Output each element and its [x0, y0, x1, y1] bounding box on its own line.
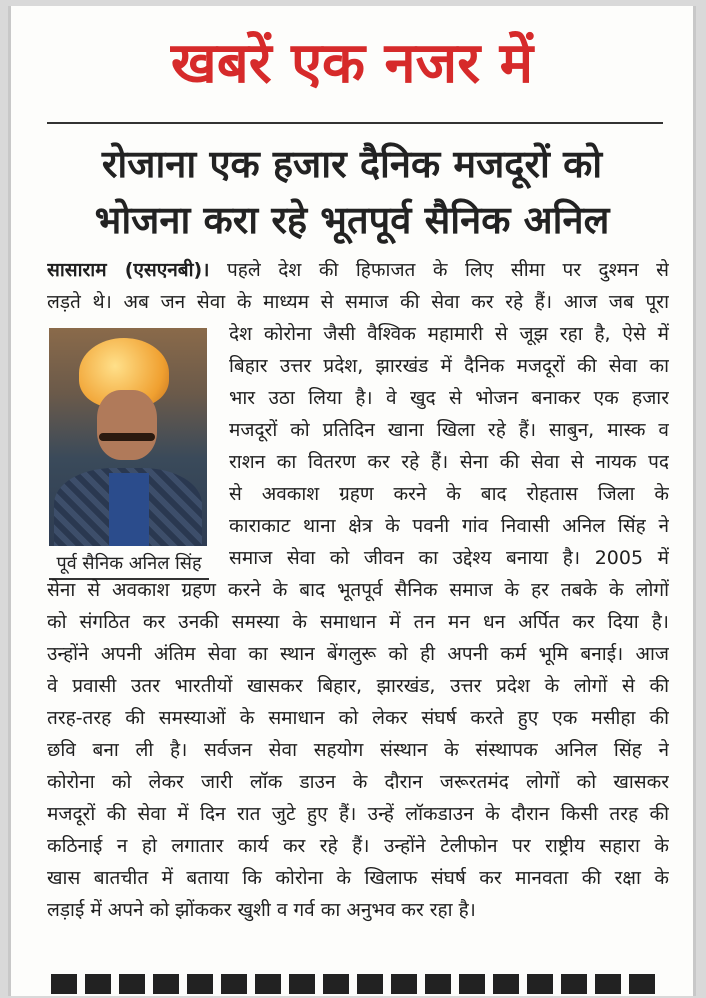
article-line — [229, 350, 669, 382]
article-line-text: तरह-तरह की समस्याओं के समाधान को लेकर संघर्ष करते हुए एक मसीहा की — [47, 707, 669, 729]
article-line — [229, 382, 669, 414]
article-line-text: उन्होंने अपनी अंतिम सेवा का स्थान बेंगलुरू को ही अपनी कर्म भूमि बनाई। आज — [47, 643, 669, 665]
article-line-text: समाज सेवा को जीवन का उद्देश्य बनाया है। 2005 में — [229, 547, 669, 569]
article-line — [229, 542, 669, 574]
article-line-text: से अवकाश ग्रहण करने के बाद रोहतास जिला के — [229, 483, 669, 505]
article-line — [47, 574, 669, 606]
article-line-text: कोरोना को लेकर जारी लॉक डाउन के दौरान जरूरतमंद लोगों को खासकर — [47, 771, 669, 793]
article-line — [47, 670, 669, 702]
dateline: सासाराम (एसएनबी)। — [47, 259, 210, 281]
article-body — [47, 254, 669, 926]
article-line — [229, 318, 669, 350]
article-line — [47, 894, 669, 926]
article-line-text: छवि बना ली है। सर्वजन सेवा सहयोग संस्थान के संस्थापक अनिल सिंह ने — [47, 739, 669, 761]
article-line — [47, 286, 669, 318]
article-line-text: खास बातचीत में बताया कि कोरोना के खिलाफ संघर्ष कर मानवता की रक्षा के — [47, 867, 669, 889]
article-line-text: मजदूरों को प्रतिदिन खाना खिला रहे हैं। साबुन, मास्क व — [229, 419, 669, 441]
article-line — [229, 478, 669, 510]
article-line-text: काराकाट थाना क्षेत्र के पवनी गांव निवासी अनिल सिंह ने — [229, 515, 669, 537]
article-line-text: मजदूरों की सेवा में दिन रात जुटे हुए हैं। उन्हें लॉकडाउन के दौरान किसी तरह की — [47, 803, 669, 825]
article-line-text: वे प्रवासी उतर भारतीयों खासकर बिहार, झारखंड, उत्तर प्रदेश के लोगों से की — [47, 675, 669, 697]
article-line-text: बिहार उत्तर प्रदेश, झारखंड में दैनिक मजदूरों की सेवा का — [229, 355, 669, 377]
article-line — [47, 702, 669, 734]
article-line — [47, 638, 669, 670]
photo-caption: पूर्व सैनिक अनिल सिंह — [49, 550, 209, 580]
article-line-text: लड़ते थे। अब जन सेवा के माध्यम से समाज की सेवा कर रहे हैं। आज जब पूरा — [47, 291, 669, 313]
article-line — [229, 510, 669, 542]
article-line-text: कठिनाई न हो लगातार कार्य कर रहे हैं। उन्होंने टेलीफोन पर राष्ट्रीय सहारा के — [47, 835, 669, 857]
headline-line-1: रोजाना एक हजार दैनिक मजदूरों को — [101, 142, 603, 186]
next-headline-clipped — [51, 968, 661, 998]
article-line-text: लड़ाई में अपने को झोंककर खुशी व गर्व का अनुभव कर रहा है। — [47, 899, 476, 921]
article-line-text: को संगठित कर उनकी समस्या के समाधान में तन मन धन अर्पित कर दिया है। — [47, 611, 669, 633]
article-line — [47, 734, 669, 766]
article-line-text: सेना से अवकाश ग्रहण करने के बाद भूतपूर्व सैनिक समाज के हर तबके के लोगों — [47, 579, 669, 601]
newspaper-clipping — [8, 6, 696, 996]
article-line — [47, 798, 669, 830]
article-line — [229, 446, 669, 478]
divider — [47, 122, 663, 124]
article-line — [47, 254, 669, 286]
article-line-text: भार उठा लिया है। वे खुद से भोजन बनाकर एक हजार — [229, 387, 669, 409]
article-line — [47, 862, 669, 894]
article-line — [229, 414, 669, 446]
article-line — [47, 606, 669, 638]
article-line-text: पहले देश की हिफाजत के लिए सीमा पर दुश्मन से — [226, 259, 669, 281]
article-line-text: राशन का वितरण कर रहे हैं। सेना की सेवा से नायक पद — [229, 451, 669, 473]
headline-line-2: भोजना करा रहे भूतपूर्व सैनिक अनिल — [94, 198, 610, 242]
article-line — [47, 766, 669, 798]
article-line — [47, 830, 669, 862]
article-line-text: देश कोरोना जैसी वैश्विक महामारी से जूझ रहा है, ऐसे में — [229, 323, 669, 345]
section-masthead: खबरें एक नजर में — [170, 31, 534, 96]
article-headline — [41, 136, 663, 248]
